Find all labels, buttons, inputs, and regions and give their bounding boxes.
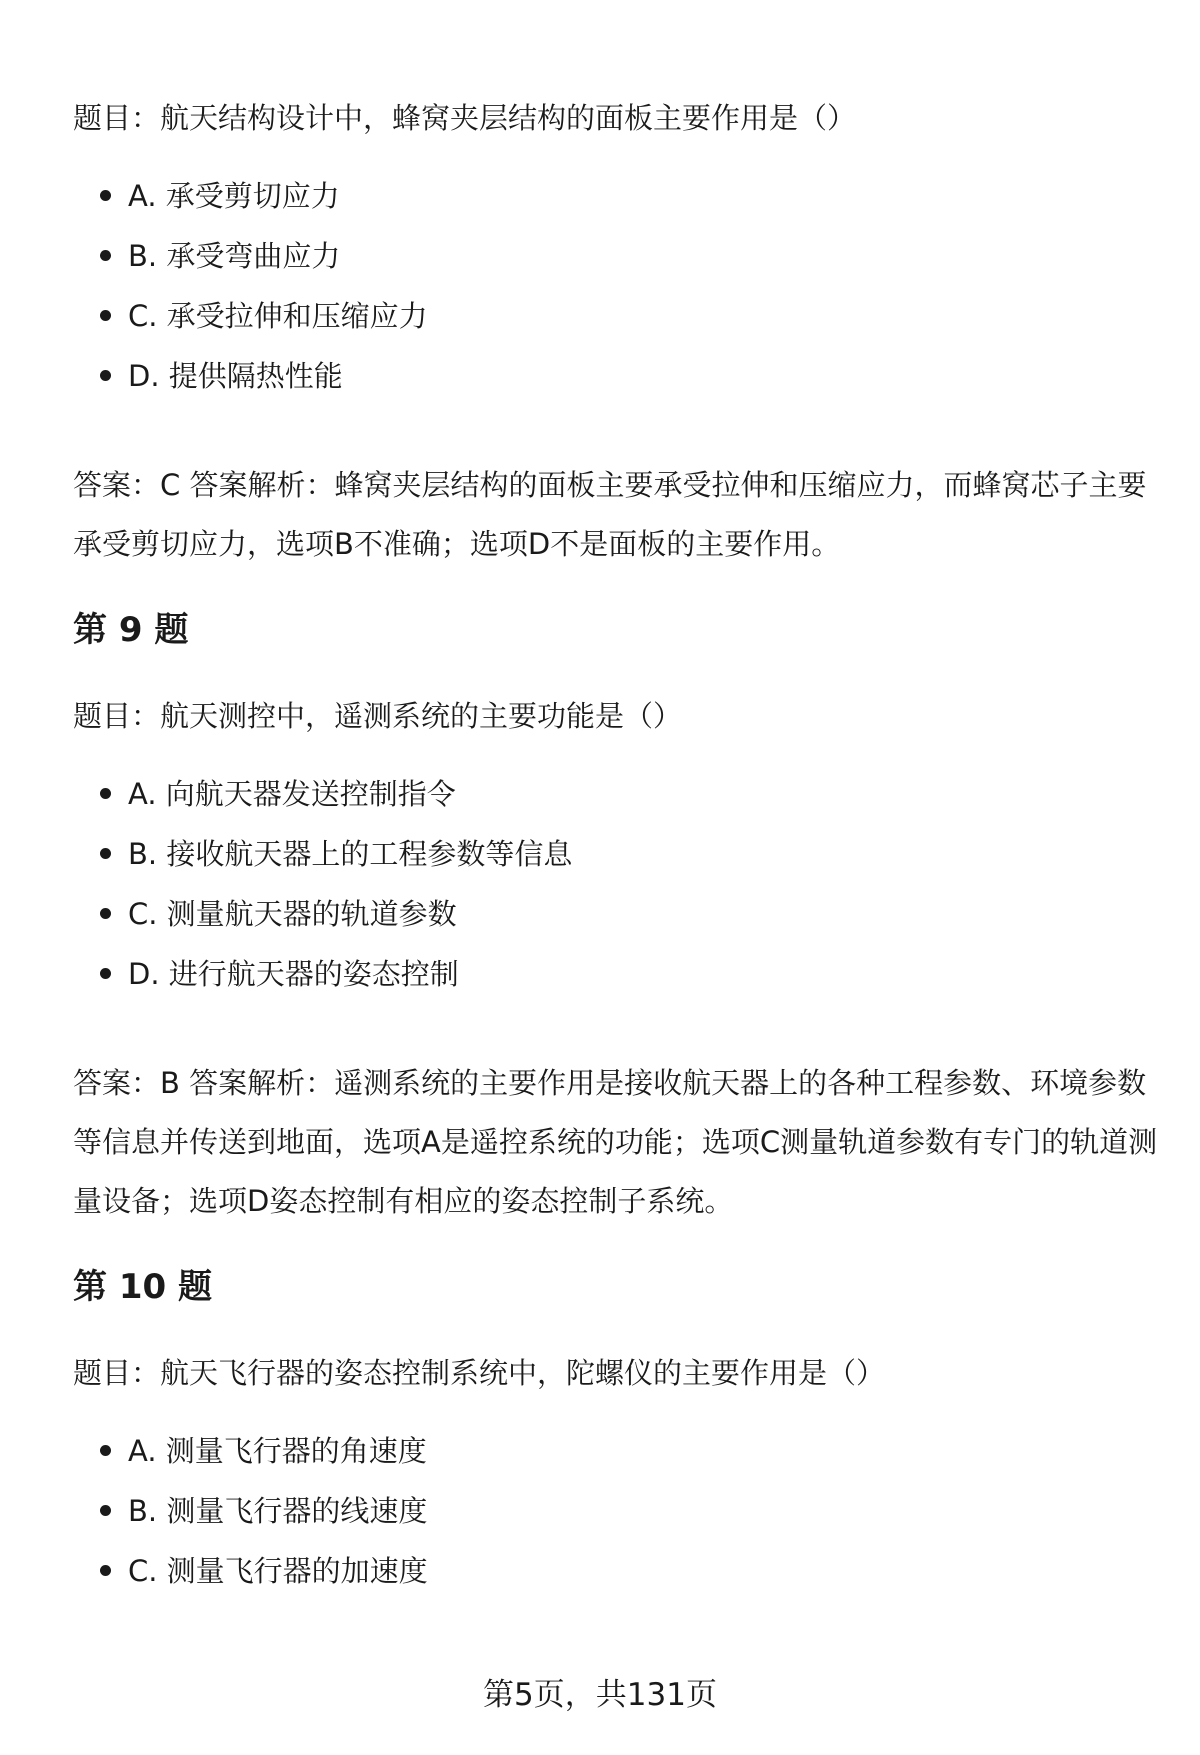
document-page <box>73 98 1158 1651</box>
option-label: A. 向航天器发送控制指令 <box>128 777 456 811</box>
question-8-option-b <box>73 236 1158 296</box>
question-9-option-d <box>73 954 1158 1014</box>
question-9-heading: 第 9 题 <box>73 610 189 650</box>
question-10-text: 题目：航天飞行器的姿态控制系统中，陀螺仪的主要作用是（） <box>73 1356 886 1390</box>
bullet-icon <box>100 1505 111 1516</box>
bullet-icon <box>100 190 111 201</box>
question-9-option-c <box>73 894 1158 954</box>
question-8-option-a <box>73 176 1158 236</box>
option-label: D. 提供隔热性能 <box>128 359 343 393</box>
question-8-options <box>73 176 1158 416</box>
option-label: C. 测量飞行器的加速度 <box>128 1554 428 1588</box>
bullet-icon <box>100 908 111 919</box>
bullet-icon <box>100 370 111 381</box>
question-8-answer: 答案：C 答案解析：蜂窝夹层结构的面板主要承受拉伸和压缩应力，而蜂窝芯子主要承受剪切应力，选项B不准确；选项D不是面板的主要作用。 <box>73 468 1147 561</box>
question-9-option-a <box>73 774 1158 834</box>
option-label: B. 测量飞行器的线速度 <box>128 1494 428 1528</box>
bullet-icon <box>100 310 111 321</box>
option-label: D. 进行航天器的姿态控制 <box>128 957 459 991</box>
question-8-option-c <box>73 296 1158 356</box>
bullet-icon <box>100 848 111 859</box>
bullet-icon <box>100 1445 111 1456</box>
question-9-answer: 答案：B 答案解析：遥测系统的主要作用是接收航天器上的各种工程参数、环境参数等信息并传送到地面，选项A是遥控系统的功能；选项C测量轨道参数有专门的轨道测量设备；选项D姿态控制有相应的姿态控制子系统。 <box>73 1066 1158 1218</box>
option-label: B. 接收航天器上的工程参数等信息 <box>128 837 573 871</box>
question-10-options <box>73 1431 1158 1611</box>
question-10-option-b <box>73 1491 1158 1551</box>
bullet-icon <box>100 968 111 979</box>
question-9-text: 题目：航天测控中，遥测系统的主要功能是（） <box>73 699 683 733</box>
option-label: C. 承受拉伸和压缩应力 <box>128 299 428 333</box>
question-8-text: 题目：航天结构设计中，蜂窝夹层结构的面板主要作用是（） <box>73 101 857 135</box>
question-9-option-b <box>73 834 1158 894</box>
question-10-option-a <box>73 1431 1158 1491</box>
option-label: C. 测量航天器的轨道参数 <box>128 897 457 931</box>
bullet-icon <box>100 250 111 261</box>
option-label: A. 测量飞行器的角速度 <box>128 1434 427 1468</box>
bullet-icon <box>100 1565 111 1576</box>
page-number-footer: 第5页，共131页 <box>483 1677 717 1713</box>
question-8-option-d <box>73 356 1158 416</box>
question-10-heading: 第 10 题 <box>73 1267 212 1307</box>
question-9-options <box>73 774 1158 1014</box>
option-label: B. 承受弯曲应力 <box>128 239 341 273</box>
bullet-icon <box>100 788 111 799</box>
option-label: A. 承受剪切应力 <box>128 179 340 213</box>
question-10-option-c <box>73 1551 1158 1611</box>
